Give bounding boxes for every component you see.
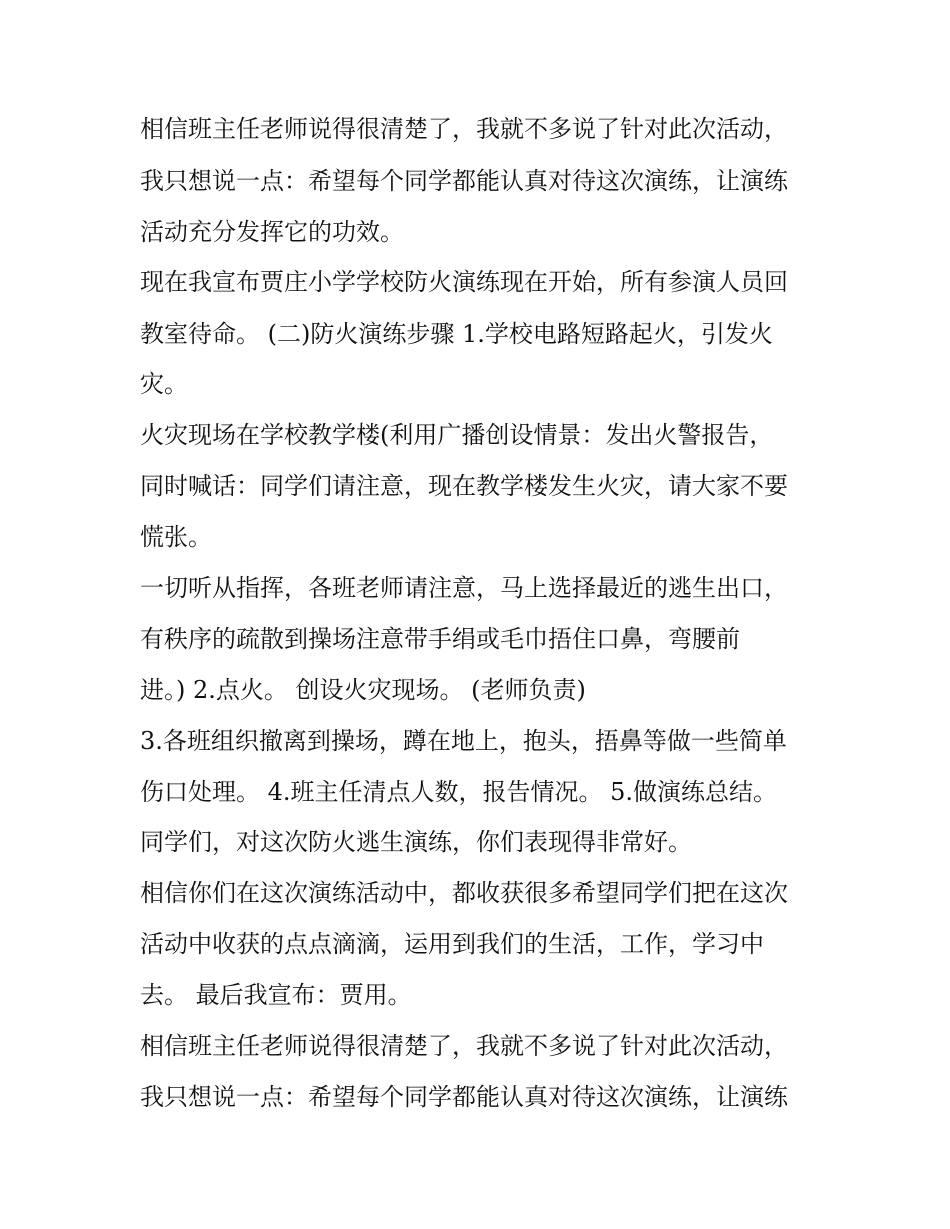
- text-line: 我只想说一点：希望每个同学都能认真对待这次演练，让演练: [140, 1083, 788, 1111]
- text-line: 同时喊话：同学们请注意，现在教学楼发生火灾，请大家不要: [140, 472, 788, 500]
- text-line: 灾。: [140, 370, 188, 398]
- text-line: 慌张。: [140, 523, 212, 551]
- text-line: 火灾现场在学校教学楼(利用广播创设情景：发出火警报告，: [140, 421, 774, 449]
- text-line: 一切听从指挥，各班老师请注意，马上选择最近的逃生出口，: [140, 574, 788, 602]
- text-line: 活动中收获的点点滴滴，运用到我们的生活，工作，学习中: [140, 930, 764, 958]
- text-line: 同学们，对这次防火逃生演练，你们表现得非常好。: [140, 828, 692, 856]
- text-line: 相信你们在这次演练活动中，都收获很多希望同学们把在这次: [140, 879, 788, 907]
- text-line: 相信班主任老师说得很清楚了，我就不多说了针对此次活动，: [140, 1032, 788, 1060]
- text-line: 伤口处理。 4.班主任清点人数，报告情况。 5.做演练总结。: [140, 778, 778, 806]
- text-line: 现在我宣布贾庄小学学校防火演练现在开始，所有参演人员回: [140, 268, 788, 296]
- text-line: 进。) 2.点火。 创设火灾现场。 (老师负责): [140, 676, 586, 704]
- text-line: 去。 最后我宣布：贾用。: [140, 981, 412, 1009]
- text-line: 3.各班组织撤离到操场，蹲在地上，抱头，捂鼻等做一些简单: [140, 727, 787, 755]
- text-line: 我只想说一点：希望每个同学都能认真对待这次演练，让演练: [140, 167, 788, 195]
- text-line: 相信班主任老师说得很清楚了，我就不多说了针对此次活动，: [140, 115, 788, 143]
- text-line: 活动充分发挥它的功效。: [140, 218, 404, 246]
- text-line: 有秩序的疏散到操场注意带手绢或毛巾捂住口鼻，弯腰前: [140, 625, 740, 653]
- text-line: 教室待命。 (二)防火演练步骤 1.学校电路短路起火，引发火: [140, 320, 773, 348]
